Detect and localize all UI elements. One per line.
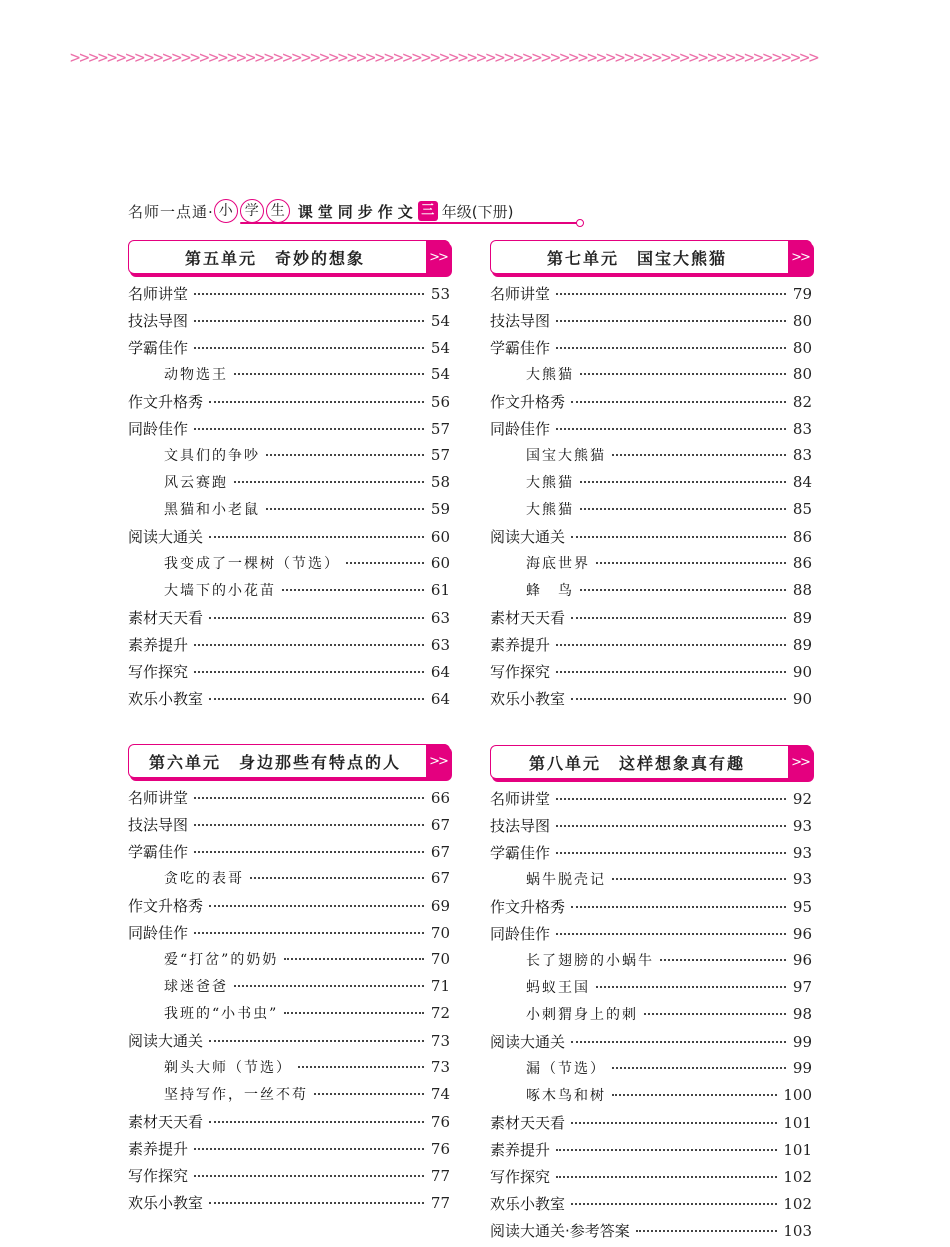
toc-entries [490,788,812,1247]
dot-leader [596,562,786,564]
dot-leader [194,824,424,826]
toc-page-number: 82 [792,393,812,411]
dot-leader [556,798,786,800]
dot-leader [571,1041,786,1043]
toc-entry[interactable] [490,923,812,950]
toc-entry-label: 写作探究 [128,663,189,681]
toc-entry-label: 黑猫和小老鼠 [164,502,260,518]
toc-page-number: 86 [792,554,812,572]
toc-entry-label: 欢乐小教室 [128,690,204,708]
toc-entry-label: 欢乐小教室 [128,1194,204,1212]
dot-leader [556,347,786,349]
dot-leader [284,958,424,960]
toc-entry-label: 同龄佳作 [128,420,189,438]
toc-entry-label: 名师讲堂 [490,285,551,303]
toc-entry-label: 作文升格秀 [128,897,204,915]
toc-entry[interactable] [128,310,450,337]
toc-page-number: 54 [430,339,450,357]
toc-entry-label: 大熊猫 [526,502,574,518]
dot-leader [644,1013,786,1015]
dot-leader [580,481,786,483]
dot-leader [571,906,786,908]
toc-entry[interactable] [490,310,812,337]
toc-entry-label: 球迷爸爸 [164,979,228,995]
toc-entry[interactable] [128,418,450,445]
toc-entry[interactable] [490,688,812,715]
toc-subentry[interactable] [128,364,450,391]
toc-entry-label: 欢乐小教室 [490,1195,566,1213]
dot-leader [194,671,424,673]
toc-page-number: 61 [430,581,450,599]
dot-leader [209,1040,424,1042]
toc-page-number: 53 [430,285,450,303]
dot-leader [580,589,786,591]
toc-entry[interactable] [490,1031,812,1058]
toc-entry[interactable] [128,1165,450,1192]
toc-page-number: 90 [792,663,812,681]
toc-subentry[interactable] [490,1085,812,1112]
unit-section [490,745,812,1247]
toc-entry-label: 剃头大师（节选） [164,1060,292,1076]
dot-leader [556,1149,777,1151]
toc-page-number: 92 [792,790,812,808]
dot-leader [580,508,786,510]
toc-entry[interactable] [490,896,812,923]
toc-entry-label: 文具们的争吵 [164,448,260,464]
toc-entries [128,787,450,1219]
toc-entry[interactable] [490,815,812,842]
dot-leader [209,698,424,700]
dot-leader [194,644,424,646]
toc-page-number: 69 [430,897,450,915]
toc-page-number: 67 [430,816,450,834]
dot-leader [209,536,424,538]
toc-entry-label: 素养提升 [128,1140,189,1158]
toc-page-number: 99 [792,1033,812,1051]
toc-entry-label: 素养提升 [490,636,551,654]
toc-page-number: 89 [792,609,812,627]
double-chevron-icon: >> [788,240,812,274]
dot-leader [314,1093,424,1095]
toc-subentry[interactable] [128,1003,450,1030]
dot-leader [571,1122,777,1124]
toc-entry[interactable] [128,1138,450,1165]
toc-entry-label: 蜂 鸟 [526,583,574,599]
dot-leader [571,617,786,619]
toc-page-number: 79 [792,285,812,303]
toc-page-number: 99 [792,1059,812,1077]
toc-subentry[interactable] [128,1084,450,1111]
toc-page-number: 70 [430,924,450,942]
toc-entry[interactable] [490,391,812,418]
toc-page-number: 95 [792,898,812,916]
toc-entry[interactable] [128,1030,450,1057]
dot-leader [612,454,786,456]
dot-leader [194,347,424,349]
dot-leader [194,320,424,322]
toc-entry-label: 大墙下的小花苗 [164,583,276,599]
toc-entry-label: 学霸佳作 [128,843,189,861]
toc-page-number: 64 [430,690,450,708]
toc-entry[interactable] [490,418,812,445]
toc-page-number: 76 [430,1140,450,1158]
toc-entry[interactable] [128,391,450,418]
unit-section [128,744,450,1219]
toc-entry[interactable] [490,1166,812,1193]
toc-entry[interactable] [128,337,450,364]
toc-entry[interactable] [128,1111,450,1138]
toc-page-number: 93 [792,870,812,888]
dot-leader [571,1203,777,1205]
toc-entry-label: 国宝大熊猫 [526,448,606,464]
toc-entry[interactable] [490,788,812,815]
toc-subentry[interactable] [490,1058,812,1085]
toc-entry-label: 啄木鸟和树 [526,1088,606,1104]
toc-entry-label: 名师讲堂 [128,285,189,303]
dot-leader [660,959,786,961]
dot-leader [250,877,424,879]
dot-leader [636,1230,778,1232]
dot-leader [556,852,786,854]
toc-entry-label: 名师讲堂 [490,790,551,808]
toc-page-number: 74 [430,1085,450,1103]
toc-page-number: 84 [792,473,812,491]
toc-entry[interactable] [128,814,450,841]
toc-subentry[interactable] [128,1057,450,1084]
toc-subentry[interactable] [490,977,812,1004]
dot-leader [284,1012,424,1014]
dot-leader [194,1148,424,1150]
toc-entry-label: 海底世界 [526,556,590,572]
toc-entry-label: 学霸佳作 [490,844,551,862]
toc-entry-label: 阅读大通关 [490,528,566,546]
dot-leader [556,671,786,673]
dot-leader [194,293,424,295]
toc-page-number: 70 [430,950,450,968]
toc-entry-label: 同龄佳作 [128,924,189,942]
toc-page-number: 60 [430,528,450,546]
toc-entry-label: 写作探究 [490,1168,551,1186]
toc-entry-label: 漏（节选） [526,1061,606,1077]
toc-subentry[interactable] [128,445,450,472]
dot-leader [556,428,786,430]
toc-subentry[interactable] [128,553,450,580]
toc-entry-label: 技法导图 [490,817,551,835]
toc-page-number: 63 [430,636,450,654]
toc-entry-label: 阅读大通关 [128,1032,204,1050]
dot-leader [612,1067,786,1069]
circled-char: 生 [266,199,290,223]
toc-entry-label: 风云赛跑 [164,475,228,491]
header-underline [240,222,580,224]
toc-page-number: 90 [792,690,812,708]
toc-page-number: 63 [430,609,450,627]
toc-page-number: 73 [430,1032,450,1050]
toc-entry[interactable] [128,922,450,949]
toc-page-number: 72 [430,1004,450,1022]
grade-badge: 三 [418,201,438,221]
toc-entry[interactable] [490,634,812,661]
unit-section [490,240,812,715]
dot-leader [346,562,424,564]
toc-page-number: 57 [430,420,450,438]
toc-entry-label: 技法导图 [490,312,551,330]
toc-entry[interactable] [128,283,450,310]
toc-page-number: 58 [430,473,450,491]
circled-char: 学 [240,199,264,223]
unit-title: 第五单元 奇妙的想象 [184,248,365,268]
decorative-chevron-border: >>>>>>>>>>>>>>>>>>>>>>>>>>>>>>>>>>>>>>>>>>>>>>>>>>>>>>>>>>>>>>>>>>>>>>>>>>>>>>>>> [70,48,819,68]
toc-subentry[interactable] [490,472,812,499]
toc-subentry[interactable] [490,499,812,526]
dot-leader [234,373,424,375]
toc-entry[interactable] [128,1192,450,1219]
dot-leader [194,1175,424,1177]
toc-entry[interactable] [490,1193,812,1220]
unit-title: 第七单元 国宝大熊猫 [546,248,727,268]
toc-subentry[interactable] [490,869,812,896]
toc-page-number: 80 [792,365,812,383]
toc-page-number: 59 [430,500,450,518]
dot-leader [556,1176,777,1178]
dot-leader [209,1202,424,1204]
toc-entry[interactable] [128,526,450,553]
dot-leader [556,293,786,295]
toc-entry-label: 我变成了一棵树（节选） [164,556,340,572]
toc-subentry[interactable] [128,949,450,976]
toc-page-number: 73 [430,1058,450,1076]
toc-entry-label: 素材天天看 [128,609,204,627]
toc-subentry[interactable] [128,580,450,607]
toc-entry[interactable] [128,634,450,661]
toc-subentry[interactable] [490,580,812,607]
toc-entry-label: 大熊猫 [526,475,574,491]
dot-leader [571,698,786,700]
toc-page-number: 67 [430,843,450,861]
toc-entry[interactable] [490,337,812,364]
toc-page-number: 88 [792,581,812,599]
toc-entry-label: 学霸佳作 [490,339,551,357]
toc-entry-label: 动物选王 [164,367,228,383]
toc-page-number: 64 [430,663,450,681]
unit-title: 第八单元 这样想象真有趣 [528,753,745,773]
toc-subentry[interactable] [128,868,450,895]
toc-page-number: 93 [792,844,812,862]
toc-page-number: 103 [783,1222,812,1240]
toc-page-number: 100 [783,1086,812,1104]
unit-title-box[interactable] [490,240,812,274]
dot-leader [298,1066,424,1068]
toc-entry[interactable] [490,1139,812,1166]
dot-leader [209,1121,424,1123]
toc-page-number: 83 [792,420,812,438]
toc-entry-label: 名师讲堂 [128,789,189,807]
toc-page-number: 96 [792,925,812,943]
toc-entry-label: 作文升格秀 [490,393,566,411]
toc-entry[interactable] [128,787,450,814]
toc-entry-label: 写作探究 [490,663,551,681]
toc-page-number: 67 [430,869,450,887]
toc-entry-label: 同龄佳作 [490,925,551,943]
toc-entry[interactable] [128,841,450,868]
toc-page-number: 54 [430,312,450,330]
toc-entries [490,283,812,715]
toc-entry-label: 素养提升 [490,1141,551,1159]
toc-entry[interactable] [128,895,450,922]
toc-entry[interactable] [490,526,812,553]
toc-page-number: 77 [430,1167,450,1185]
toc-page-number: 83 [792,446,812,464]
dot-leader [266,454,424,456]
toc-page-number: 76 [430,1113,450,1131]
unit-section [128,240,450,715]
book-series-name: 名师一点通· [128,202,214,221]
toc-entry-label: 素养提升 [128,636,189,654]
dot-leader [571,536,786,538]
toc-page-number: 85 [792,500,812,518]
dot-leader [209,905,424,907]
dot-leader [571,401,786,403]
toc-entry-label: 坚持写作，一丝不苟 [164,1087,308,1103]
toc-page-number: 97 [792,978,812,996]
circled-char: 小 [214,199,238,223]
toc-page-number: 57 [430,446,450,464]
toc-subentry[interactable] [490,1004,812,1031]
toc-entry-label: 蜗牛脱壳记 [526,872,606,888]
unit-title-box[interactable] [128,744,450,778]
dot-leader [580,373,786,375]
dot-leader [234,985,424,987]
toc-entry-label: 同龄佳作 [490,420,551,438]
toc-page-number: 93 [792,817,812,835]
toc-page-number: 71 [430,977,450,995]
toc-entry-label: 我班的“小书虫” [164,1006,279,1022]
toc-entry-label: 技法导图 [128,312,189,330]
toc-entry-label: 小刺猬身上的刺 [526,1007,638,1023]
toc-entry-label: 写作探究 [128,1167,189,1185]
toc-subentry[interactable] [490,950,812,977]
dot-leader [209,401,424,403]
toc-entry-label: 爱“打岔”的奶奶 [164,952,279,968]
toc-page-number: 86 [792,528,812,546]
toc-entry-label: 技法导图 [128,816,189,834]
toc-subentry[interactable] [490,364,812,391]
dot-leader [209,617,424,619]
unit-title: 第六单元 身边那些有特点的人 [148,752,401,772]
grade-volume: 年级(下册) [441,202,514,221]
toc-page-number: 66 [430,789,450,807]
dot-leader [556,644,786,646]
dot-leader [282,589,424,591]
toc-entry[interactable] [490,607,812,634]
toc-page-number: 56 [430,393,450,411]
toc-entry-label: 大熊猫 [526,367,574,383]
toc-entry-label: 素材天天看 [128,1113,204,1131]
toc-page-number: 80 [792,312,812,330]
toc-page-number: 101 [783,1141,812,1159]
toc-entry-label: 蚂蚁王国 [526,980,590,996]
double-chevron-icon: >> [426,240,450,274]
toc-page-number: 89 [792,636,812,654]
toc-entry-label: 贪吃的表哥 [164,871,244,887]
toc-entries [128,283,450,715]
toc-entry-label: 作文升格秀 [490,898,566,916]
toc-entry-label: 欢乐小教室 [490,690,566,708]
toc-subentry[interactable] [490,445,812,472]
toc-entry-label: 学霸佳作 [128,339,189,357]
toc-page-number: 102 [783,1168,812,1186]
toc-entry[interactable] [490,661,812,688]
toc-page-number: 77 [430,1194,450,1212]
dot-leader [612,1094,777,1096]
toc-entry[interactable] [490,283,812,310]
toc-subentry[interactable] [128,472,450,499]
toc-entry-label: 长了翅膀的小蜗牛 [526,953,654,969]
double-chevron-icon: >> [426,744,450,778]
toc-page-number: 54 [430,365,450,383]
dot-leader [612,878,786,880]
toc-page-number: 60 [430,554,450,572]
toc-page-number: 102 [783,1195,812,1213]
dot-leader [266,508,424,510]
toc-entry[interactable] [490,1112,812,1139]
toc-entry[interactable] [128,688,450,715]
toc-entry[interactable] [490,1220,812,1247]
unit-title-box[interactable] [128,240,450,274]
dot-leader [194,851,424,853]
toc-page-number: 80 [792,339,812,357]
toc-entry-label: 素材天天看 [490,1114,566,1132]
dot-leader [556,320,786,322]
toc-entry-label: 作文升格秀 [128,393,204,411]
dot-leader [556,825,786,827]
toc-entry-label: 阅读大通关 [490,1033,566,1051]
dot-leader [556,933,786,935]
unit-title-box[interactable] [490,745,812,779]
toc-entry[interactable] [490,842,812,869]
book-title: 课堂同步作文 [297,202,418,221]
toc-page-number: 96 [792,951,812,969]
dot-leader [234,481,424,483]
double-chevron-icon: >> [788,745,812,779]
toc-page-number: 98 [792,1005,812,1023]
dot-leader [596,986,786,988]
dot-leader [194,932,424,934]
toc-entry-label: 素材天天看 [490,609,566,627]
toc-subentry[interactable] [490,553,812,580]
dot-leader [194,428,424,430]
toc-page-number: 101 [783,1114,812,1132]
toc-subentry[interactable] [128,976,450,1003]
toc-entry[interactable] [128,661,450,688]
toc-entry-label: 阅读大通关 [128,528,204,546]
toc-subentry[interactable] [128,499,450,526]
toc-entry[interactable] [128,607,450,634]
toc-entry-label: 阅读大通关·参考答案 [490,1222,630,1240]
dot-leader [194,797,424,799]
